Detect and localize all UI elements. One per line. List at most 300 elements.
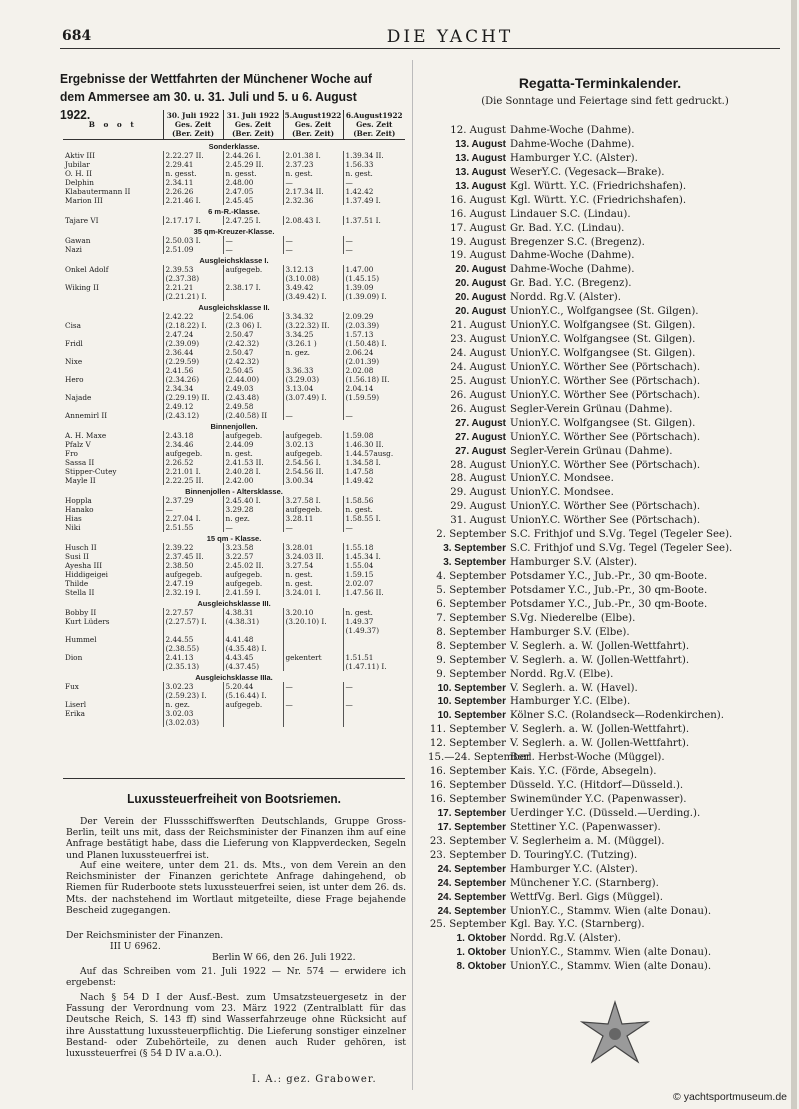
result-cell: [163, 626, 223, 635]
result-cell: 1.44.57ausg.: [343, 449, 405, 458]
result-cell: 2.41.56: [163, 366, 223, 375]
event-date: 29. August: [450, 487, 506, 499]
result-cell: 2.34.46: [163, 440, 223, 449]
result-cell: —: [283, 245, 343, 254]
event-date: 20. August: [455, 278, 506, 290]
result-cell: n. gesst.: [163, 169, 223, 178]
article-paragraph: [66, 860, 406, 916]
event-name: D. TouringY.C. (Tutzing).: [510, 849, 638, 861]
result-cell: [283, 357, 343, 366]
event-date: 16. September: [429, 766, 506, 778]
results-body: [63, 140, 405, 728]
result-cell: 2.47.05: [223, 187, 283, 196]
calendar-event: [428, 612, 788, 626]
table-row: [63, 292, 405, 301]
event-name: UnionY.C., Stammv. Wien (alte Donau).: [510, 905, 712, 917]
event-name: Nordd. Rg.V. (Alster).: [510, 933, 621, 945]
event-name: Kgl. Bay. Y.C. (Starnberg).: [510, 919, 645, 931]
event-date: 24. September: [437, 863, 506, 875]
result-cell: 2.21.21: [163, 283, 223, 292]
result-cell: (2.43.12): [163, 411, 223, 420]
calendar-event: [428, 709, 788, 723]
result-cell: 1.39.09: [343, 283, 405, 292]
event-name: S.C. Frithjof und S.Vg. Tegel (Tegeler See).: [510, 543, 733, 555]
calendar-event: [428, 152, 788, 166]
result-cell: n. gez.: [283, 348, 343, 357]
event-name: WettfVg. Berl. Gigs (Müggel).: [510, 891, 663, 903]
result-cell: (2.42.32): [223, 339, 283, 348]
table-row: [63, 196, 405, 205]
result-cell: 1.56.33: [343, 160, 405, 169]
event-date: 20. August: [455, 292, 506, 304]
table-row: [63, 644, 405, 653]
column-sub: Ges. Zeit: [294, 120, 332, 129]
event-date: 31. August: [450, 515, 506, 527]
result-cell: 3.02.23: [163, 682, 223, 691]
result-cell: 1.49.42: [343, 476, 405, 485]
result-cell: (2.03.39): [343, 321, 405, 330]
event-name: V. Seglerheim a. M. (Müggel).: [510, 835, 665, 847]
result-cell: 2.27.04 I.: [163, 514, 223, 523]
result-cell: 2.41.59 I.: [223, 588, 283, 597]
calendar-event: [428, 347, 788, 361]
boat-name: [63, 274, 163, 283]
calendar-event: [428, 668, 788, 682]
event-name: Stettiner Y.C. (Papenwasser).: [510, 821, 661, 833]
table-row: [63, 402, 405, 411]
event-date: 8. Oktober: [456, 961, 506, 973]
calendar-event: [428, 305, 788, 319]
date-column-header: [163, 110, 223, 140]
table-row: [63, 505, 405, 514]
event-name: UnionY.C. Wolfgangsee (St. Gilgen).: [510, 417, 696, 429]
event-name: Kgl. Württ. Y.C. (Friedrichshafen).: [510, 194, 687, 206]
event-date: 16. August: [450, 208, 506, 220]
column-date: 30. Juli 1922: [166, 111, 220, 120]
article-text: Nach § 54 D I der Ausf.-Best. zum Umsatzsteuergesetz in der Fassung der Verordnung vom 23. März 1922 (Zentralblatt für das Deutsche Reich, S. 143 ff) sind Wasserfahrzeuge ohne Rücksicht auf ihre Ausstattung luxussteuerpflichtig. Die Lieferung sonstiger einzelner Bestand- oder Zubehörteile, zu denen auch Ruder gehören, ist luxussteuerfrei (§ 54 D IV a.a.O.).: [66, 992, 406, 1060]
boat-name: Fro: [65, 449, 78, 458]
calendar-event: [428, 626, 788, 640]
boat-name: Annemirl II: [65, 411, 108, 420]
result-cell: 2.02.08: [343, 366, 405, 375]
event-name: Hamburger S.V. (Alster).: [510, 557, 638, 569]
calendar-event: [428, 417, 788, 431]
article-signature: I. A.: gez. Grabower.: [252, 1074, 377, 1085]
calendar-event: [428, 236, 788, 250]
calendar-event: [428, 166, 788, 180]
boat-name: [63, 626, 163, 635]
table-row: [63, 283, 405, 292]
result-cell: (5.16.44) I.: [223, 691, 283, 700]
article-paragraph: [66, 992, 406, 1059]
event-date: 24. September: [437, 891, 506, 903]
calendar-event: [428, 570, 788, 584]
result-cell: 1.45.34 I.: [343, 552, 405, 561]
class-heading: Binnenjollen - Altersklasse.: [185, 487, 283, 496]
article-paragraph: [212, 952, 412, 963]
boat-column-header: B o o t: [63, 110, 163, 140]
article-text: Der Reichsminister der Finanzen.: [66, 930, 224, 941]
article-paragraph: [110, 941, 310, 952]
boat-name: [63, 662, 163, 671]
boat-name: Nazi: [65, 245, 82, 254]
event-name: V. Seglerh. a. W. (Jollen-Wettfahrt).: [510, 654, 690, 666]
table-row: [63, 635, 405, 644]
event-name: Gr. Bad. Y.C. (Bregenz).: [510, 278, 632, 290]
event-name: V. Seglerh. a. W. (Jollen-Wettfahrt).: [510, 640, 690, 652]
result-cell: 2.34.11: [163, 178, 223, 187]
table-row: [63, 431, 405, 440]
event-date: 26. August: [450, 403, 506, 415]
event-date: 4. September: [436, 571, 506, 582]
result-cell: 1.51.51: [343, 653, 405, 662]
result-cell: —: [283, 178, 343, 187]
article-text: Auf eine weitere, unter dem 21. ds. Mts., von dem Verein an den Reichsminister der Finanzen gerichtete Anfrage dahingehend, ob Riemen für Ruderboote stets luxussteuerfrei seien, ist unter dem 26. ds. Mts. der nachstehend im Wortlaut mitgeteilte, diese Frage bejahende Bescheid zugegangen.: [66, 860, 406, 916]
result-cell: 2.26.52: [163, 458, 223, 467]
boat-name: Liserl: [65, 700, 87, 709]
result-cell: 2.51.09: [163, 245, 223, 254]
article-ref: III U 6962.: [110, 941, 161, 952]
result-cell: (2.01.39): [343, 357, 405, 366]
result-cell: 2.45.45: [223, 196, 283, 205]
result-cell: 1.46.30 II.: [343, 440, 405, 449]
result-cell: 1.37.49 I.: [343, 196, 405, 205]
calendar-event: [428, 319, 788, 333]
result-cell: 3.36.33: [283, 366, 343, 375]
result-cell: n. gest.: [283, 169, 343, 178]
result-cell: 2.17.34 II.: [283, 187, 343, 196]
boat-name: Hummel: [65, 635, 97, 644]
boat-name: Erika: [65, 709, 85, 718]
calendar-event: [428, 849, 788, 863]
result-cell: 2.37.29: [163, 496, 223, 505]
table-row: [63, 245, 405, 254]
boat-name: Mayle II: [65, 476, 96, 485]
boat-name: Husch II: [65, 543, 97, 552]
event-name: Hamburger Y.C. (Elbe).: [510, 696, 631, 708]
boat-name: [63, 348, 163, 357]
event-date: 29. August: [450, 501, 506, 513]
calendar-event: [428, 918, 788, 932]
calendar-event: [428, 375, 788, 389]
result-cell: 3.13.04: [283, 384, 343, 393]
result-cell: [283, 402, 343, 411]
event-name: V. Seglerh. a. W. (Jollen-Wettfahrt).: [510, 724, 690, 736]
event-name: UnionY.C. Wolfgangsee (St. Gilgen).: [510, 320, 696, 332]
class-heading: Ausgleichsklasse IIIa.: [195, 673, 273, 682]
result-cell: —: [343, 682, 405, 691]
result-cell: 1.55.04: [343, 561, 405, 570]
result-cell: 3.34.32: [283, 312, 343, 321]
results-header-row: [63, 110, 405, 140]
result-cell: (2.38.55): [163, 644, 223, 653]
result-cell: [223, 274, 283, 283]
event-name: Hamburger Y.C. (Alster).: [510, 863, 638, 875]
article-paragraph: [66, 930, 406, 941]
event-date: 9. September: [436, 654, 506, 666]
calendar-event: [428, 779, 788, 793]
boat-name: [63, 402, 163, 411]
table-row: [63, 691, 405, 700]
result-cell: (1.45.15): [343, 274, 405, 283]
event-date: 3. September: [443, 557, 506, 569]
table-row: [63, 330, 405, 339]
calendar-event: [428, 640, 788, 654]
class-heading-row: [63, 597, 405, 608]
result-cell: [343, 644, 405, 653]
table-row: [63, 552, 405, 561]
boat-name: Najade: [65, 393, 92, 402]
boat-name: Fridl: [65, 339, 83, 348]
event-name: Uerdinger Y.C. (Düsseld.—Uerding.).: [510, 807, 701, 819]
event-date: 17. August: [450, 222, 506, 234]
table-row: [63, 588, 405, 597]
boat-name: Niki: [65, 523, 81, 532]
event-name: UnionY.C. Wörther See (Pörtschach).: [510, 361, 701, 373]
result-cell: (2.37.38): [163, 274, 223, 283]
event-date: 25. August: [450, 375, 506, 387]
table-row: [63, 216, 405, 225]
date-column-header: [283, 110, 343, 140]
result-cell: —: [283, 682, 343, 691]
article-dateline: Berlin W 66, den 26. Juli 1922.: [212, 952, 356, 963]
result-cell: 2.44.55: [163, 635, 223, 644]
event-name: Kgl. Württ. Y.C. (Friedrichshafen).: [510, 180, 687, 192]
event-date: 12. September: [429, 738, 506, 750]
result-cell: 1.47.56 II.: [343, 588, 405, 597]
result-cell: 1.59.15: [343, 570, 405, 579]
event-name: Kais. Y.C. (Förde, Absegeln).: [510, 766, 657, 778]
event-date: 13. August: [455, 180, 506, 192]
result-cell: (3.10.08): [283, 274, 343, 283]
event-date: 13. August: [455, 152, 506, 164]
result-cell: 3.28.11: [283, 514, 343, 523]
result-cell: 3.27.54: [283, 561, 343, 570]
article-text: Der Verein der Flussschiffswerften Deutschlands, Gruppe Gross-Berlin, teilt uns mit, dass der Reichsminister der Finanzen ihm auf eine Anfrage bestätigt habe, dass die Lieferung von Klappverdecken, Segeln und Planen luxussteuerfrei ist.: [66, 816, 406, 861]
class-heading: Ausgleichsklasse III.: [197, 599, 271, 608]
event-name: S.Vg. Niederelbe (Elbe).: [510, 612, 636, 624]
boat-name: Klabautermann II: [65, 187, 131, 196]
calendar-event: [428, 194, 788, 208]
table-row: [63, 160, 405, 169]
result-cell: 3.02.03: [163, 709, 223, 718]
event-date: 10. September: [437, 682, 506, 694]
result-cell: —: [223, 245, 283, 254]
table-row: [63, 709, 405, 718]
table-row: [63, 579, 405, 588]
calendar-event: [428, 682, 788, 696]
boat-name: Pfalz V: [65, 440, 91, 449]
event-date: 16. September: [429, 780, 506, 792]
calendar-event: [428, 877, 788, 891]
result-cell: [283, 709, 343, 718]
result-cell: —: [343, 411, 405, 420]
table-row: [63, 151, 405, 160]
result-cell: 3.02.13: [283, 440, 343, 449]
calendar-event: [428, 821, 788, 835]
calendar-event: [428, 263, 788, 277]
event-name: Potsdamer Y.C., Jub.-Pr., 30 qm-Boote.: [510, 598, 708, 610]
column-date: 5.August1922: [284, 111, 342, 120]
event-date: 13. August: [455, 138, 506, 150]
event-date: 26. August: [450, 389, 506, 401]
result-cell: aufgegeb.: [223, 700, 283, 709]
result-cell: 1.59.08: [343, 431, 405, 440]
calendar-event: [428, 138, 788, 152]
result-cell: [343, 402, 405, 411]
event-name: Potsdamer Y.C., Jub.-Pr., 30 qm-Boote.: [510, 571, 708, 582]
result-cell: (4.37.45): [223, 662, 283, 671]
event-name: Gr. Bad. Y.C. (Lindau).: [510, 222, 625, 234]
event-date: 28. August: [450, 473, 506, 485]
boat-name: Aktiv III: [65, 151, 96, 160]
class-heading: Binnenjollen.: [210, 422, 258, 431]
event-name: Hamburger S.V. (Elbe).: [510, 626, 630, 638]
table-row: [63, 366, 405, 375]
event-date: 10. September: [437, 710, 506, 722]
result-cell: 1.47.58: [343, 467, 405, 476]
result-cell: (3.20.10) I.: [283, 617, 343, 626]
result-cell: 2.44.26 I.: [223, 151, 283, 160]
boat-name: Kurt Lüders: [65, 617, 110, 626]
calendar-event: [428, 277, 788, 291]
calendar-event: [428, 960, 788, 974]
result-cell: (2.59.23) I.: [163, 691, 223, 700]
calendar-title: Regatta-Terminkalender.: [518, 75, 682, 91]
result-cell: 1.42.42: [343, 187, 405, 196]
class-heading-row: [63, 205, 405, 216]
boat-name: Ayesha III: [65, 561, 103, 570]
calendar-event: [428, 807, 788, 821]
table-row: [63, 187, 405, 196]
column-sub2: (Ber. Zeit): [231, 129, 275, 138]
result-cell: 1.47.00: [343, 265, 405, 274]
event-name: UnionY.C., Wolfgangsee (St. Gilgen).: [510, 306, 699, 318]
result-cell: 2.42.00: [223, 476, 283, 485]
result-cell: 2.22.27 II.: [163, 151, 223, 160]
boat-name: [63, 718, 163, 727]
results-title: Ergebnisse der Wettfahrten der Münchener Woche auf dem Ammersee am 30. u. 31. Juli und 5. u 6. August 1922.: [60, 71, 372, 122]
result-cell: n. gez.: [163, 700, 223, 709]
result-cell: —: [283, 700, 343, 709]
result-cell: n. gest.: [343, 608, 405, 617]
page-number: 684: [62, 28, 92, 44]
result-cell: 5.20.44: [223, 682, 283, 691]
calendar-event: [428, 737, 788, 751]
event-date: 23. August: [450, 334, 506, 346]
table-row: [63, 178, 405, 187]
event-date: 20. August: [455, 264, 506, 276]
table-row: [63, 440, 405, 449]
table-row: [63, 626, 405, 635]
result-cell: 3.28.01: [283, 543, 343, 552]
event-name: Münchener Y.C. (Starnberg).: [510, 877, 659, 889]
event-name: UnionY.C. Mondsee.: [510, 473, 614, 485]
boat-name: Susi II: [65, 552, 89, 561]
result-cell: 2.45.40 I.: [223, 496, 283, 505]
event-name: UnionY.C. Wörther See (Pörtschach).: [510, 515, 701, 527]
event-date: 15.—24. September: [428, 752, 531, 764]
result-cell: 2.02.07: [343, 579, 405, 588]
class-heading: 15 qm - Klasse.: [206, 534, 262, 543]
event-date: 25. September: [429, 919, 506, 931]
result-cell: (1.50.48) I.: [343, 339, 405, 348]
boat-name: [63, 384, 163, 393]
calendar-list: [428, 124, 788, 974]
result-cell: 4.38.31: [223, 608, 283, 617]
table-row: [63, 608, 405, 617]
calendar-event: [428, 723, 788, 737]
result-cell: 2.26.26: [163, 187, 223, 196]
result-cell: gekentert: [283, 653, 343, 662]
table-row: [63, 411, 405, 420]
result-cell: (4.35.48) I.: [223, 644, 283, 653]
result-cell: 1.55.18: [343, 543, 405, 552]
event-date: 28. August: [450, 459, 506, 471]
class-heading-row: [63, 485, 405, 496]
class-heading-row: [63, 420, 405, 431]
result-cell: 2.40.28 I.: [223, 467, 283, 476]
result-cell: —: [283, 523, 343, 532]
result-cell: n. gest.: [343, 169, 405, 178]
event-date: 8. September: [436, 626, 506, 638]
event-name: UnionY.C., Stammv. Wien (alte Donau).: [510, 947, 712, 959]
calendar-event: [428, 445, 788, 459]
column-sub2: (Ber. Zeit): [171, 129, 215, 138]
boat-name: Fux: [65, 682, 79, 691]
result-cell: 2.38.50: [163, 561, 223, 570]
result-cell: 3.00.34: [283, 476, 343, 485]
result-cell: —: [223, 523, 283, 532]
event-name: UnionY.C. Wolfgangsee (St. Gilgen).: [510, 334, 696, 346]
event-name: UnionY.C. Wörther See (Pörtschach).: [510, 389, 701, 401]
table-row: [63, 357, 405, 366]
event-name: Nordd. Rg.V. (Alster).: [510, 292, 621, 304]
result-cell: (2.29.59): [163, 357, 223, 366]
result-cell: 3.24.01 I.: [283, 588, 343, 597]
boat-name: Onkel Adolf: [65, 265, 109, 274]
event-name: Segler-Verein Grünau (Dahme).: [510, 403, 673, 415]
table-row: [63, 384, 405, 393]
result-cell: 2.48.00: [223, 178, 283, 187]
result-cell: [343, 635, 405, 644]
table-row: [63, 321, 405, 330]
result-cell: 2.43.18: [163, 431, 223, 440]
calendar-event: [428, 542, 788, 556]
calendar-event: [428, 124, 788, 138]
result-cell: 2.50.03 I.: [163, 236, 223, 245]
event-date: 5. September: [436, 584, 506, 596]
event-name: Potsdamer Y.C., Jub.-Pr., 30 qm-Boote.: [510, 584, 708, 596]
result-cell: 2.54.56 I.: [283, 458, 343, 467]
table-row: [63, 561, 405, 570]
result-cell: 2.32.36: [283, 196, 343, 205]
result-cell: aufgegeb.: [163, 570, 223, 579]
result-cell: 2.01.38 I.: [283, 151, 343, 160]
result-cell: 1.37.51 I.: [343, 216, 405, 225]
boat-name: [63, 644, 163, 653]
table-row: [63, 348, 405, 357]
result-cell: —: [343, 236, 405, 245]
event-name: Dahme-Woche (Dahme).: [510, 264, 635, 276]
result-cell: —: [343, 245, 405, 254]
result-cell: 3.29.28: [223, 505, 283, 514]
table-row: [63, 700, 405, 709]
calendar-event: [428, 835, 788, 849]
boat-name: Hanako: [65, 505, 94, 514]
event-date: 13. August: [455, 166, 506, 178]
result-cell: aufgegeb.: [283, 431, 343, 440]
